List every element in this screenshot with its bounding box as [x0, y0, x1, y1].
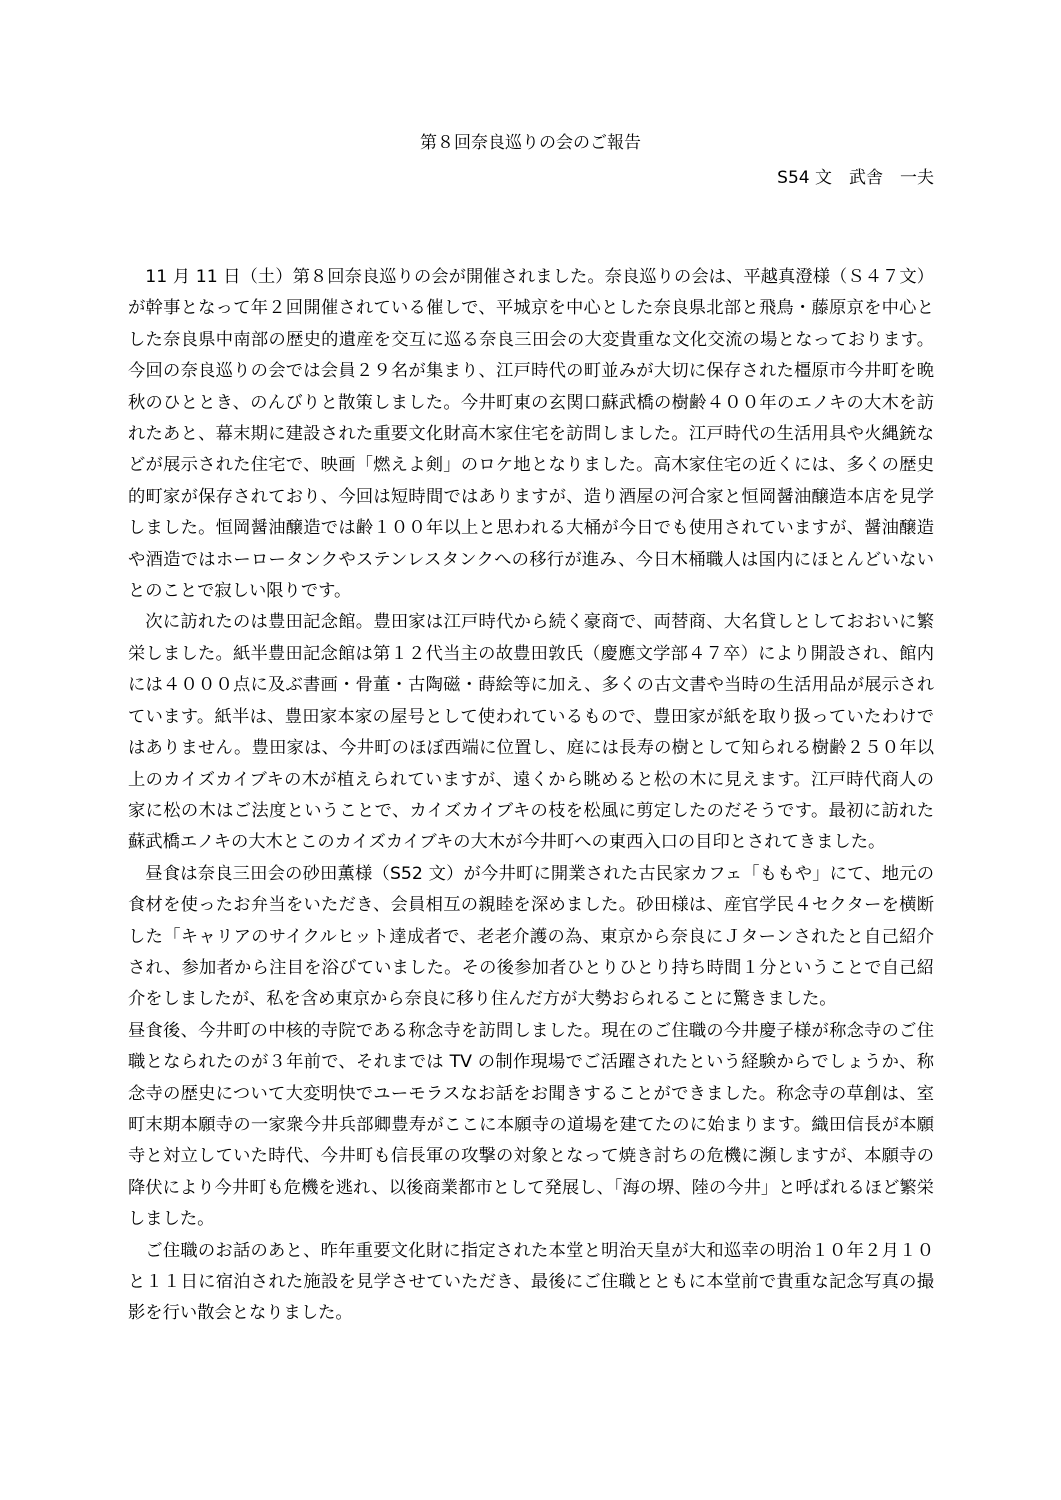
- paragraph-5: ご住職のお話のあと、昨年重要文化財に指定された本堂と明治天皇が大和巡幸の明治１０年２月１０と１１日に宿泊された施設を見学させていただき、最後にご住職とともに本堂前で貴重な記念写真の撮影を行い散会となりました。: [128, 1240, 934, 1324]
- paragraph-4: 昼食後、今井町の中核的寺院である称念寺を訪問しました。現在のご住職の今井慶子様が称念寺のご住職となられたのが３年前で、それまでは TV の制作現場でご活躍されたという経験からでしょうか、称念寺の歴史について大変明快でユーモラスなお話をお聞きすることができました。称念寺の草創は、室町末期本願寺の一家衆今井兵部卿豊寿がここに本願寺の道場を建てたのに始まります。織田信長が本願寺と対立していた時代、今井町も信長軍の攻撃の対象となって焼き討ちの危機に瀕しますが、本願寺の降伏により今井町も危機を逃れ、以後商業都市として発展し、「海の堺、陸の今井」と呼ばれるほど繁栄しました。: [128, 1020, 934, 1230]
- paragraph-1: 11 月 11 日（土）第８回奈良巡りの会が開催されました。奈良巡りの会は、平越真澄様（Ｓ４７文）が幹事となって年２回開催されている催しで、平城京を中心とした奈良県北部と飛鳥・藤原京を中心とした奈良県中南部の歴史的遺産を交互に巡る奈良三田会の大変貴重な文化交流の場となっております。今回の奈良巡りの会では会員２９名が集まり、江戸時代の町並みが大切に保存された橿原市今井町を晩秋のひととき、のんびりと散策しました。今井町東の玄関口蘇武橋の樹齢４００年のエノキの大木を訪れたあと、幕末期に建設された重要文化財高木家住宅を訪問しました。江戸時代の生活用具や火縄銃などが展示された住宅で、映画「燃えよ剣」のロケ地となりました。高木家住宅の近くには、多くの歴史的町家が保存されており、今回は短時間ではありますが、造り酒屋の河合家と恒岡醤油醸造本店を見学しました。恒岡醤油醸造では齢１００年以上と思われる大桶が今日でも使用されていますが、醤油醸造や酒造ではホーロータンクやステンレスタンクへの移行が進み、今日木桶職人は国内にほとんどいないとのことで寂しい限りです。: [128, 267, 934, 602]
- paragraph-3: 昼食は奈良三田会の砂田薫様（S52 文）が今井町に開業された古民家カフェ「ももや」にて、地元の食材を使ったお弁当をいただき、会員相互の親睦を深めました。砂田様は、産官学民４セクターを横断した「キャリアのサイクルヒット達成者で、老老介護の為、東京から奈良にＪターンされたと自己紹介され、参加者から注目を浴びていました。その後参加者ひとりひとり持ち時間１分ということで自己紹介をしましたが、私を含め東京から奈良に移り住んだ方が大勢おられることに驚きました。: [128, 863, 934, 1010]
- document-body: [128, 262, 934, 1330]
- paragraph-2: 次に訪れたのは豊田記念館。豊田家は江戸時代から続く豪商で、両替商、大名貸しとしておおいに繁栄しました。紙半豊田記念館は第１２代当主の故豊田敦氏（慶應文学部４７卒）により開設され、館内には４０００点に及ぶ書画・骨董・古陶磁・蒔絵等に加え、多くの古文書や当時の生活用品が展示されています。紙半は、豊田家本家の屋号として使われているもので、豊田家が紙を取り扱っていたわけではありません。豊田家は、今井町のほぼ西端に位置し、庭には長寿の樹として知られる樹齢２５０年以上のカイズカイブキの木が植えられていますが、遠くから眺めると松の木に見えます。江戸時代商人の家に松の木はご法度ということで、カイズカイブキの枝を松風に剪定したのだそうです。最初に訪れた蘇武橋エノキの大木とこのカイズカイブキの大木が今井町への東西入口の目印とされてきました。: [128, 612, 934, 853]
- author-line: S54 文 武舎 一夫: [777, 168, 934, 188]
- document-title: 第８回奈良巡りの会のご報告: [420, 133, 641, 153]
